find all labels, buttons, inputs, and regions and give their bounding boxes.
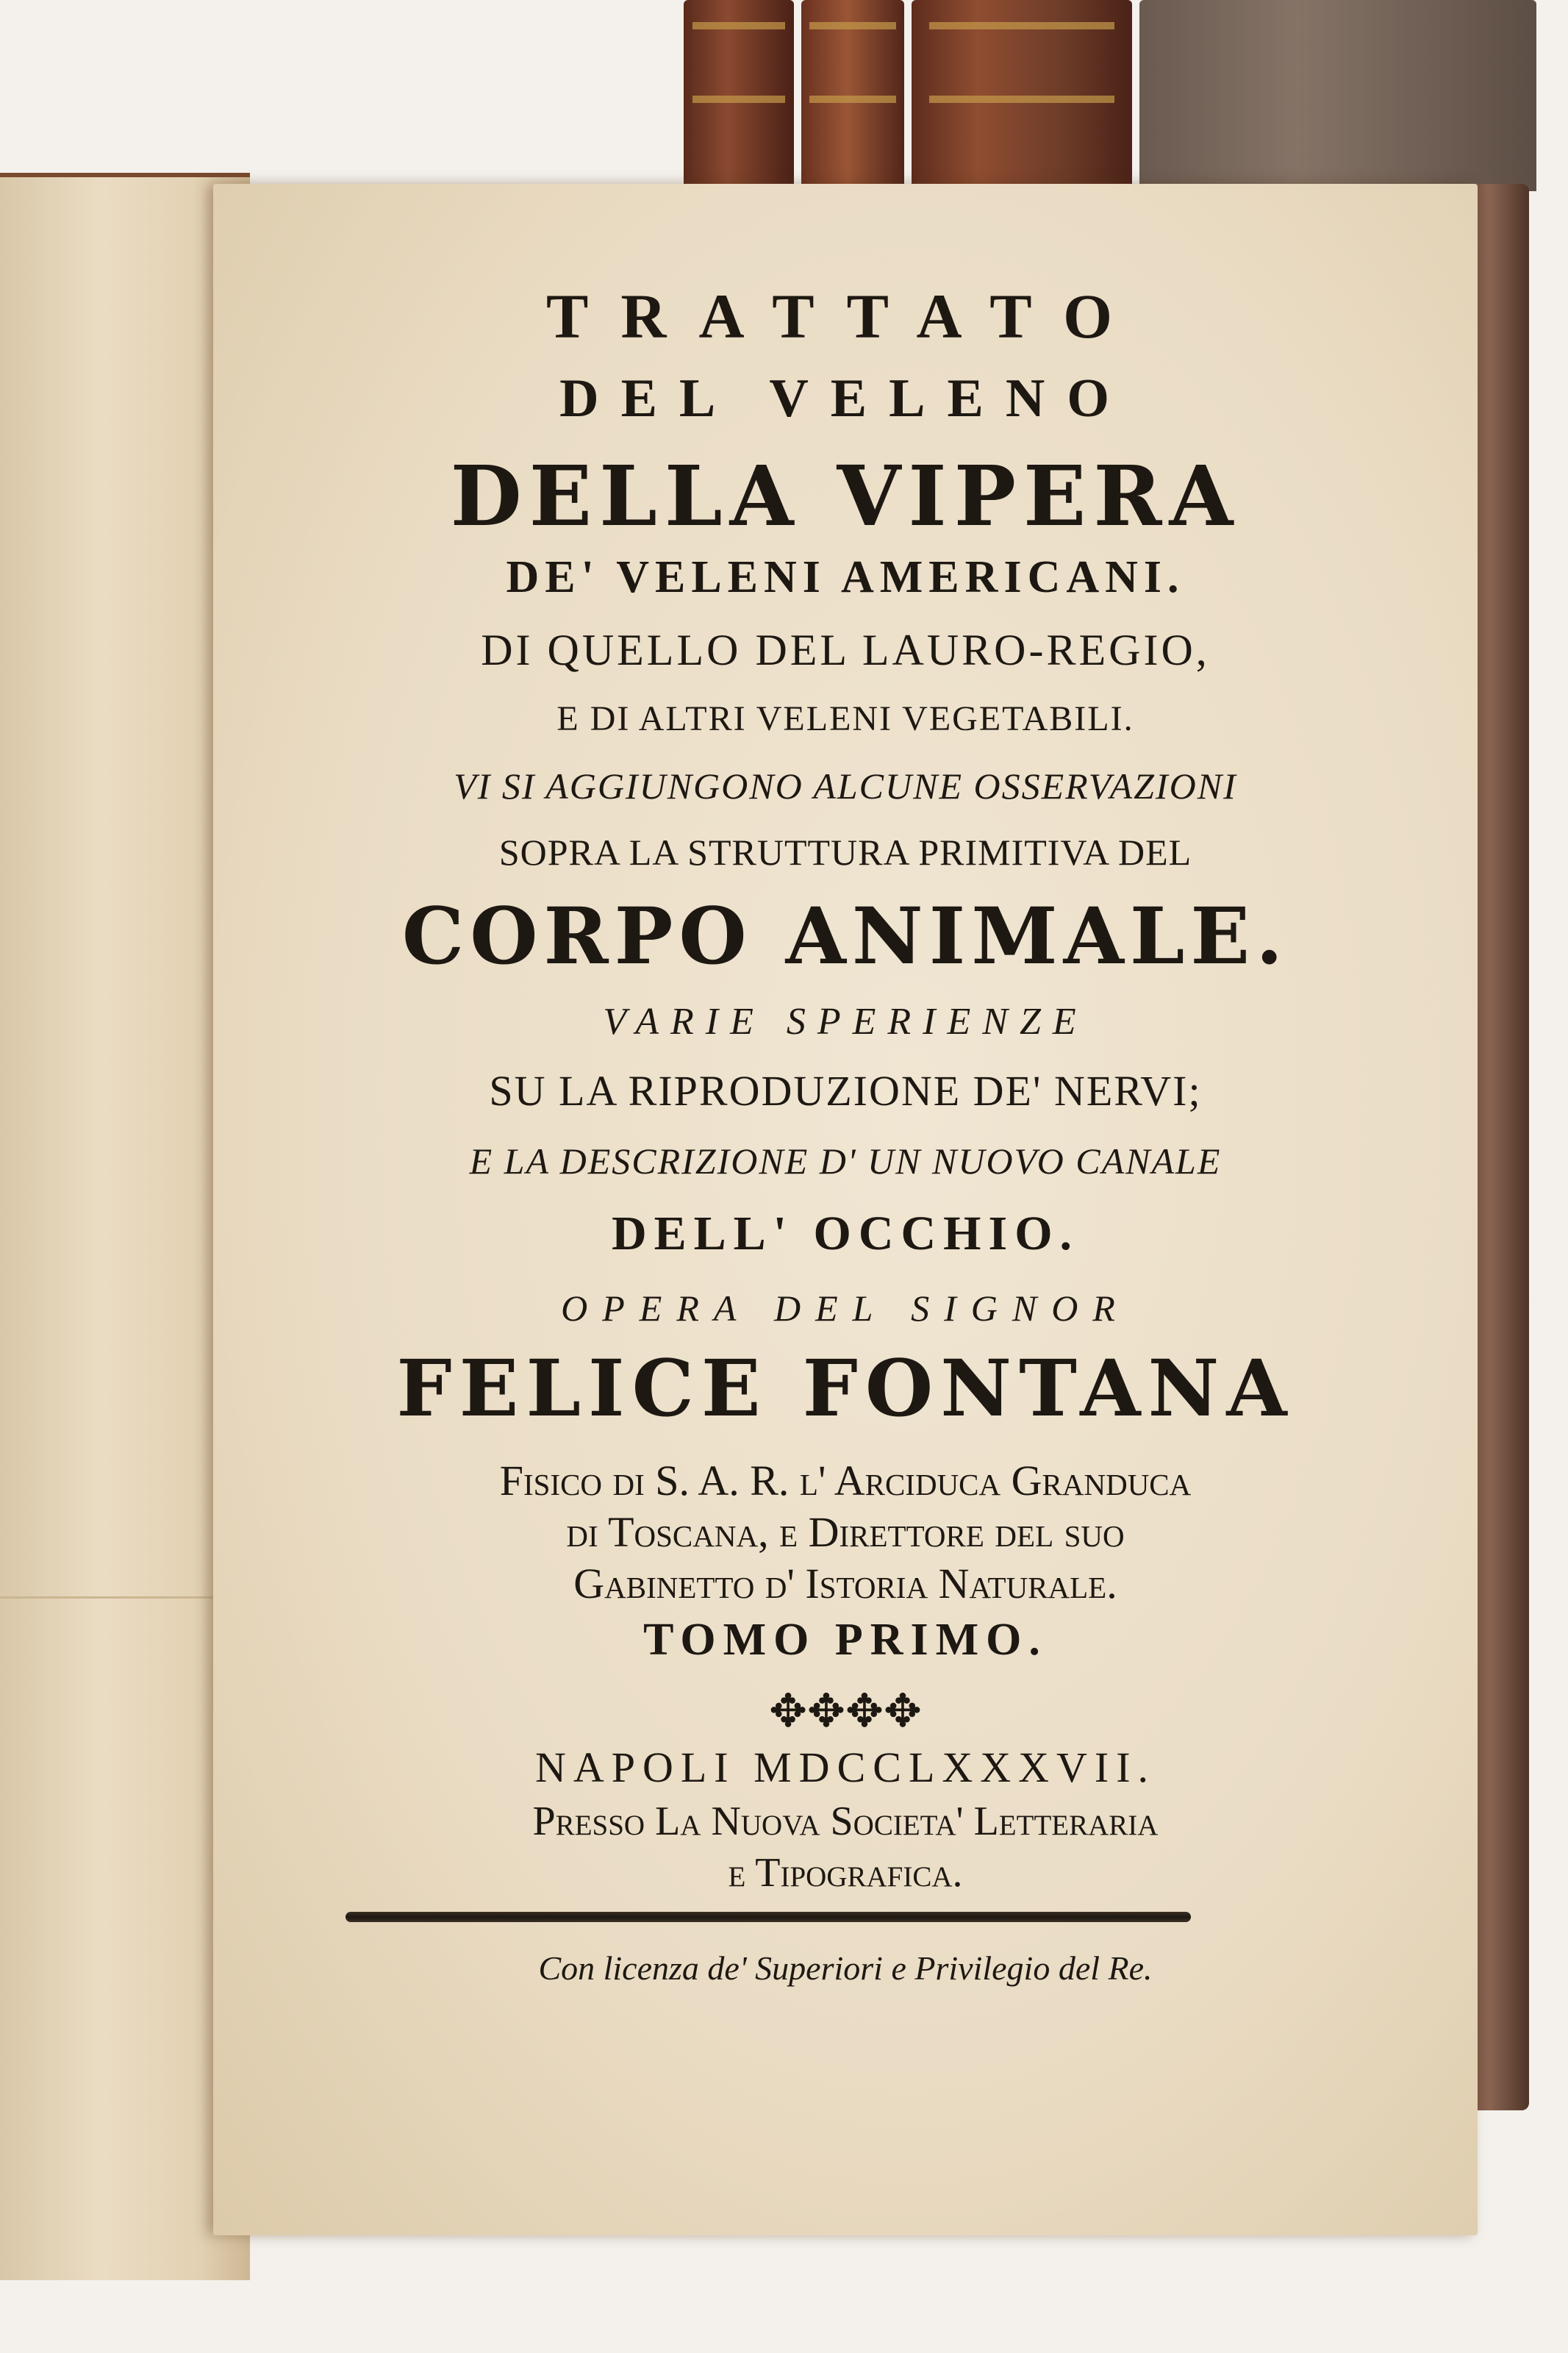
subtitle-line: DI QUELLO DEL LAURO-REGIO, xyxy=(481,626,1210,674)
subtitle-line: DE' VELENI AMERICANI. xyxy=(506,552,1185,602)
title-line: DEL VELENO xyxy=(559,368,1131,429)
subtitle-line: SU LA RIPRODUZIONE DE' NERVI; xyxy=(489,1067,1202,1115)
background-books xyxy=(684,0,1536,191)
ornament-icon: ✥✥✥✥ xyxy=(769,1687,922,1737)
page-crease xyxy=(0,1596,250,1599)
license-note: Con licenza de' Superiori e Privilegio del Re. xyxy=(538,1949,1153,1987)
subtitle-line: E LA DESCRIZIONE D' UN NUOVO CANALE xyxy=(469,1140,1222,1182)
subtitle-line: VI SI AGGIUNGONO ALCUNE OSSERVAZIONI xyxy=(454,765,1237,807)
left-page xyxy=(0,173,250,2280)
imprint-city-date: NAPOLI MDCCLXXXVII. xyxy=(534,1743,1156,1791)
book-spine xyxy=(684,0,794,191)
book-spine xyxy=(912,0,1132,191)
subtitle-line: E DI ALTRI VELENI VEGETABILI. xyxy=(556,699,1134,738)
author-credit: Gabinetto d' Istoria Naturale. xyxy=(573,1560,1117,1607)
title-main: CORPO ANIMALE. xyxy=(401,890,1289,982)
subtitle-line: VARIE SPERIENZE xyxy=(603,1001,1088,1043)
author-name: FELICE FONTANA xyxy=(396,1342,1295,1434)
divider-rule xyxy=(346,1912,1191,1922)
subtitle-line: OPERA DEL SIGNOR xyxy=(561,1288,1130,1329)
subtitle-line: SOPRA LA STRUTTURA PRIMITIVA DEL xyxy=(498,832,1192,873)
author-credit: Fisico di S. A. R. l' Arciduca Granduca xyxy=(499,1457,1192,1504)
title-page xyxy=(213,184,1478,2235)
book-spine xyxy=(801,0,904,191)
book-spine xyxy=(1139,0,1536,191)
subtitle-line: DELL' OCCHIO. xyxy=(611,1207,1080,1260)
author-credit: di Toscana, e Direttore del suo xyxy=(566,1508,1125,1556)
title-line: TRATTATO xyxy=(546,281,1145,351)
title-main: DELLA VIPERA xyxy=(450,449,1241,545)
imprint-publisher: Presso La Nuova Societa' Letteraria xyxy=(532,1799,1159,1844)
volume-label: TOMO PRIMO. xyxy=(643,1615,1048,1665)
imprint-publisher: e Tipografica. xyxy=(728,1850,963,1896)
